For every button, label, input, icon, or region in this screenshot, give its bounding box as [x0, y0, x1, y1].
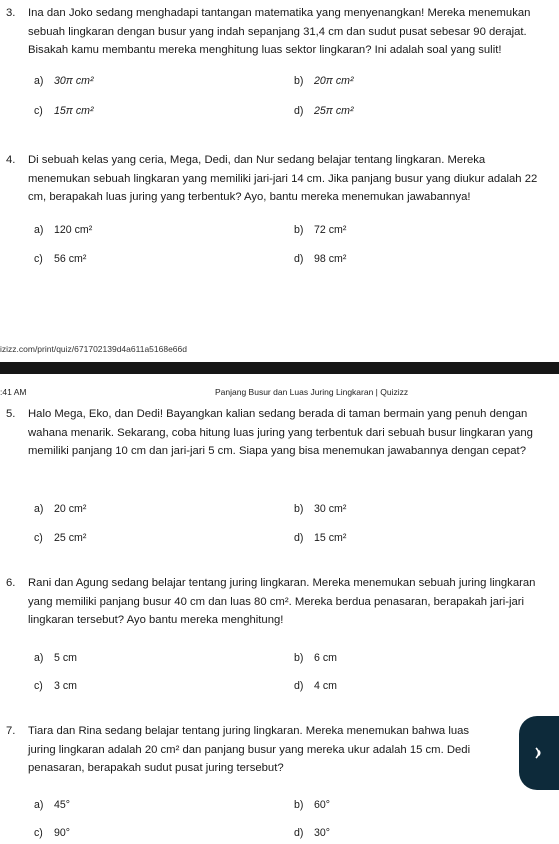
question-6-option-c: c) 3 cm: [34, 680, 77, 692]
question-4-number: 4.: [6, 154, 16, 166]
print-header-time: :41 AM: [0, 387, 27, 397]
question-3-number: 3.: [6, 7, 16, 19]
question-4-option-c: c) 56 cm²: [34, 253, 87, 265]
question-4-text: Di sebuah kelas yang ceria, Mega, Dedi, dan Nur sedang belajar tentang lingkaran. Mereka menemukan sebuah lingkaran yang memiliki jari-jari 14 cm. Jika panjang busur yang diukur adalah 22 cm, berapakah luas juring yang terbentuk? Ayo, bantu mereka menemukan jawabannya!: [28, 154, 538, 203]
question-5-option-a: a) 20 cm²: [34, 503, 87, 515]
question-4-option-a: a) 120 cm²: [34, 224, 93, 236]
question-7-option-c: c) 90°: [34, 827, 71, 839]
question-3-option-b: b) 20π cm²: [294, 75, 354, 87]
question-6-option-d: d) 4 cm: [294, 680, 337, 692]
question-7-text: Tiara dan Rina sedang belajar tentang juring lingkaran. Mereka menemukan bahwa luas juring lingkaran adalah 20 cm² dan panjang busur yang mereka ukur adalah 15 cm. Dedi penasaran, berapakah sudut pusat juring tersebut?: [28, 725, 471, 774]
question-4-option-d: d) 98 cm²: [294, 253, 347, 265]
question-6-text: Rani dan Agung sedang belajar tentang juring lingkaran. Mereka menemukan sebuah juring lingkaran yang memiliki panjang busur 40 cm dan luas 80 cm². Mereka berdua penasaran, berapakah jari-jari lingkaran tersebut? Ayo bantu mereka menghitung!: [28, 577, 536, 626]
question-7-option-a: a) 45°: [34, 799, 71, 811]
question-7-number: 7.: [6, 725, 16, 737]
question-6-number: 6.: [6, 577, 16, 589]
wifi-icon: [535, 744, 543, 762]
question-3-text: Ina dan Joko sedang menghadapi tantangan matematika yang menyenangkan! Mereka menemukan sebuah lingkaran dengan busur yang indah sepanjang 31,4 cm dan sudut pusat sebesar 90 derajat. Bisakah kamu membantu mereka menghitung luas sektor lingkaran? Ini adalah soal yang sulit!: [28, 7, 531, 56]
question-3-option-c: c) 15π cm²: [34, 105, 94, 117]
question-4-option-b: b) 72 cm²: [294, 224, 347, 236]
question-5-number: 5.: [6, 408, 16, 420]
print-header-title: Panjang Busur dan Luas Juring Lingkaran | Quizizz: [215, 387, 409, 397]
question-6-option-a: a) 5 cm: [34, 652, 77, 664]
print-url: izizz.com/print/quiz/671702139d4a611a5168e66d: [0, 344, 187, 354]
question-3-option-d: d) 25π cm²: [294, 105, 354, 117]
question-3-option-a: a) 30π cm²: [34, 75, 94, 87]
page-break-divider: [0, 362, 559, 374]
floating-side-tab[interactable]: [519, 716, 559, 790]
question-6-option-b: b) 6 cm: [294, 652, 337, 664]
question-7-option-d: d) 30°: [294, 827, 331, 839]
question-5-option-d: d) 15 cm²: [294, 532, 347, 544]
question-5-text: Halo Mega, Eko, dan Dedi! Bayangkan kalian sedang berada di taman bermain yang penuh dengan wahana menarik. Sekarang, coba hitung luas juring yang terbentuk dari sebuah busur lingkaran yang memiliki panjang 10 cm dan jari-jari 5 cm. Siapa yang bisa menemukan jawabannya dengan cepat?: [28, 408, 533, 457]
question-5-option-b: b) 30 cm²: [294, 503, 347, 515]
question-7-option-b: b) 60°: [294, 799, 331, 811]
question-5-option-c: c) 25 cm²: [34, 532, 87, 544]
